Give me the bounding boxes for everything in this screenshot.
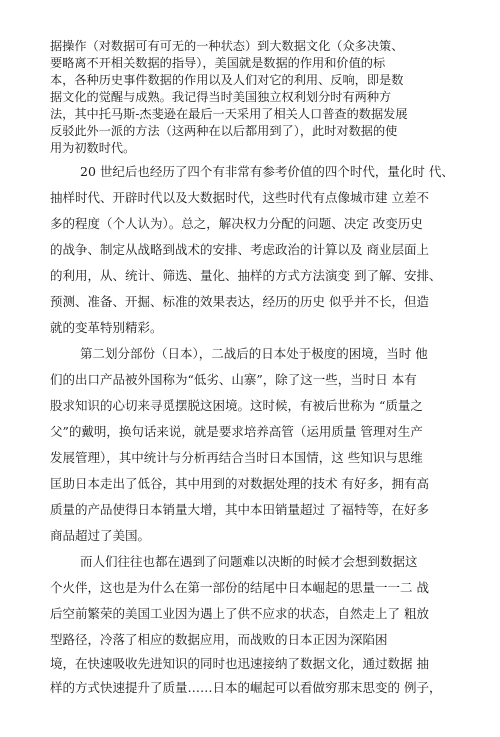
paragraph-line: 样的方式快速提升了质量……日本的崛起可以看做穷那末思变的 例子， xyxy=(50,680,442,695)
paragraph-line: 后空前繁荣的美国工业因为遇上了供不应求的状态，自然走上了 粗放 xyxy=(50,606,429,621)
paragraph-line: 型路径，冷落了相应的数据应用，而战败的日本正因为深陷困 xyxy=(50,632,388,647)
paragraph-line: 法，其中托马斯-杰斐逊在最后一天采用了相关人口普查的数据发展 xyxy=(50,107,408,121)
paragraph-line: 本，各种历史事件数据的作用以及人们对它的利用、反响，即是数 xyxy=(50,73,404,87)
paragraph-line: 抽样时代、开辟时代以及大数据时代，这些时代有点像城市建 立差不 xyxy=(50,190,429,205)
paragraph-line: 境，在快速吸收先进知识的同时也迅速接纳了数据文化，通过数据 抽 xyxy=(50,656,429,671)
paragraph-line: 而人们往往也都在遇到了问题难以决断的时候才会想到数据这 xyxy=(80,554,418,569)
paragraph-line: 发展管理），其中统计与分析再结合当时日本国情，这 些知识与思维 xyxy=(50,450,423,465)
paragraph-line: 第二划分部份（日本），二战后的日本处于极度的困境，当时 他 xyxy=(80,346,428,361)
paragraph-line: 预测、准备、开掘、标准的效果表达，经历的历史 似乎并不长，但造 xyxy=(50,294,429,309)
paragraph-line: 股求知识的心切来寻觅摆脱这困境。这时候，有被后世称为 “质量之 xyxy=(50,398,423,413)
paragraph-line: 匡助日本走出了低谷，其中用到的对数据处理的技术 有好多，拥有高 xyxy=(50,476,429,491)
paragraph-line: 反驳此外一派的方法（这两种在以后都用到了），此时对数据的使 xyxy=(50,124,398,138)
paragraph-line: 个火伴，这也是为什么在第一部份的结尾中日本崛起的思量一一二 战 xyxy=(50,580,429,595)
paragraph-line: 的利用，从、统计、筛选、量化、抽样的方式方法演变 到了解、安排、 xyxy=(50,268,442,283)
paragraph-line: 们的出口产品被外国称为“低劣、山寨”，除了这一些，当时日 本有 xyxy=(50,372,417,387)
paragraph-line: 多的程度（个人认为）。总之，解决权力分配的问题、决定 改变历史 xyxy=(50,216,423,231)
paragraph-line: 的战争、制定从战略到战术的安排、考虑政治的计算以及 商业层面上 xyxy=(50,242,429,257)
paragraph-line: 质量的产品使得日本销量大增，其中本田销量超过 了福特等，在好多 xyxy=(50,502,429,517)
paragraph-line: 就的变革特别精彩。 xyxy=(50,320,163,335)
paragraph-line: 用为初数时代。 xyxy=(50,141,136,155)
paragraph-line: 据文化的觉醒与成熟。我记得当时美国独立权利划分时有两种方 xyxy=(50,90,392,104)
paragraph-line: 据操作（对数据可有可无的一种状态）到大数据文化（众多决策、 xyxy=(50,39,404,53)
paragraph-line: 要略离不开相关数据的指导），美国就是数据的作用和价值的标 xyxy=(50,56,386,70)
paragraph-line: 父”的戴明，换句话来说，就是要求培养高管（运用质量 管理对生产 xyxy=(50,424,423,439)
paragraph-line: 商品超过了美国。 xyxy=(50,528,151,543)
paragraph-line: 20 世纪后也经历了四个有非常有参考价值的四个时代，量化时 代、 xyxy=(80,164,454,179)
